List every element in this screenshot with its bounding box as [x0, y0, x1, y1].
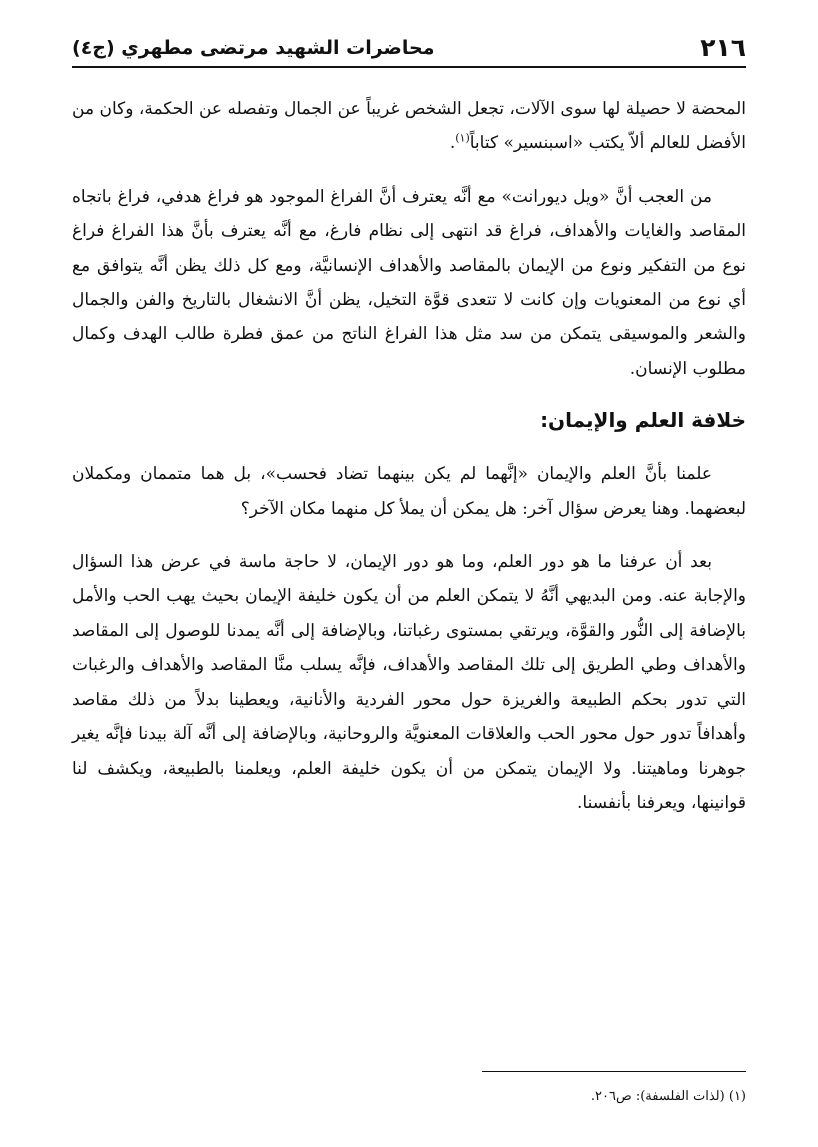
running-title: محاضرات الشهيد مرتضى مطهري (ج٤)	[72, 37, 435, 59]
body-text	[72, 92, 746, 839]
paragraph-succession: بعد أن عرفنا ما هو دور العلم، وما هو دور الإيمان، لا حاجة ماسة في عرض هذا السؤال والإجابة عنه. ومن البديهي أنَّهُ لا يتمكن العلم من أن يكون خليفة الإيمان بحيث يهب الحب والأمل بالإضافة إلى النُّور والقوَّة، ويرتقي بمستوى رغباتنا، وبالإضافة إلى أنَّه يمدنا للوصول إلى المقاصد والأهداف وطي الطريق إلى تلك المقاصد والأهداف، فإنَّه يسلب منَّا المقاصد والأهداف والرغبات التي تدور بحكم الطبيعة والغريزة حول محور الفردية والأنانية، ويعطينا بدلاً من ذلك مقاصد وأهدافاً تدور حول محور الحب والعلاقات المعنويَّة والروحانية، وبالإضافة إلى أنَّه آلة بيدنا فإنَّه يغير جوهرنا وماهيتنا. ولا الإيمان يتمكن من أن يكون خليفة العلم، ويعلمنا بالطبيعة، ويكشف لنا قوانينها، ويعرفنا بأنفسنا.	[72, 552, 746, 813]
paragraph-text: المحضة لا حصيلة لها سوى الآلات، تجعل الشخص غريباً عن الجمال وتفصله عن الحكمة، وكان من الأفضل للعالم ألاّ يكتب «اسبنسير» كتاباً	[72, 99, 746, 154]
footnote: (١) (لذات الفلسفة): ص٢٠٦.	[590, 1089, 746, 1104]
paragraph-end-punctuation: .	[449, 133, 456, 154]
section-heading: خلافة العلم والإيمان:	[540, 408, 746, 433]
page-number: ٢١٦	[700, 33, 746, 62]
paragraph-continuation	[72, 92, 746, 161]
paragraph-durant: من العجب أنَّ «ويل ديورانت» مع أنَّه يعترف أنَّ الفراغ الموجود هو فراغ هدفي، فراغ باتجاه المقاصد والغايات والأهداف، فراغ قد انتهى إلى نظام فارغ، مع أنَّه يعترف بأنَّ هذا الفراغ فراغ نوع من التفكير ونوع من الإيمان بالمقاصد والأهداف الإنسانيَّة، ومع كل ذلك يظن أنَّه يتوافق مع أي نوع من المعنويات وإن كانت لا تتعدى قوَّة التخيل، يظن أنَّ الانشغال بالتاريخ والفن والجمال والشعر والموسيقى يتمكن من سد مثل هذا الفراغ الناتج من عمق فطرة طالب الهدف وكمال مطلوب الإنسان.	[72, 186, 746, 379]
footnote-reference: (١)	[455, 131, 470, 145]
paragraph-science-faith: علمنا بأنَّ العلم والإيمان «إنَّهما لم يكن بينهما تضاد فحسب»، بل هما متممان ومكملان لبعضهما. وهنا يعرض سؤال آخر: هل يمكن أن يملأ كل منهما مكان الآخر؟	[72, 464, 746, 519]
footnote-divider	[482, 1071, 746, 1072]
page-header	[72, 30, 746, 68]
